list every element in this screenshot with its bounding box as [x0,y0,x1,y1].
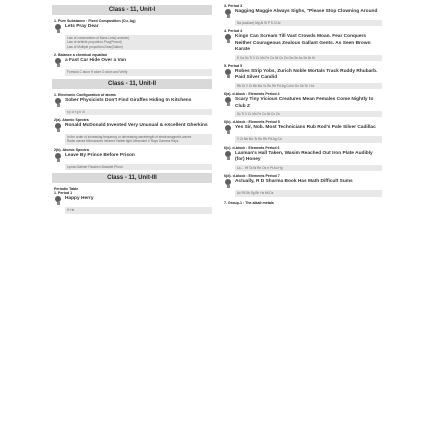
expansion-box: Ac Rf Db Sg Bh Hs Mt Ds [235,190,382,196]
mnemonic-item [222,146,382,171]
item-label: 2(b). Atomic Spectra [54,147,89,152]
item-label: 1. Pure Substance : Fixed Composition (Cu, Ag) [54,19,136,23]
expansion-box: Na (sodium) Mg Al Si P S Cl Ar [235,20,382,26]
lightbulb-icon [54,98,62,108]
mnemonic-text: Lets Pray Dear [65,24,99,29]
mnemonic-text: Scary Tiny Vicious Creatures Mean Females Come Nightly to Club Z [235,97,374,109]
item-label: 4. Period 4 [224,29,243,34]
item-label: 6(a). d-block : Elements Period 4 [224,92,280,97]
mnemonic-text: Ronald McDonald Invented Very Unusual & eXcellent Gherkins [65,123,208,129]
mnemonic-item [222,29,382,61]
unit-1-header: Class - 11, Unit-I [52,5,212,15]
expansion-box: Sc Ti V Cr Mn Fe Co Ni Cu Zn [235,111,382,117]
lightbulb-icon [54,196,62,206]
mnemonic-item [52,148,212,170]
item-label: 2(a). Atomic Spectra [54,118,89,123]
expansion-box: H He [65,207,212,213]
item-label: 6(d). d-block : Elements Period 7 [224,174,280,179]
mnemonic-text: Nagging Maggie Always Sighs, "Please Stop Clowning Around [235,9,378,14]
mnemonic-text: Robes Strip Yobs, Zurich Noble Mortals Track Ruddy Rhubarb. Paid Silver Candid [235,69,378,81]
mnemonic-item [222,120,382,142]
lightbulb-icon [54,153,62,163]
mnemonic-text: Yes Sir, Nob. Most Technicians Rub Rod's Pale Silver Cadillac [235,125,376,131]
mnemonic-item [52,19,212,50]
mnemonic-item [222,64,382,89]
lightbulb-icon [224,69,232,79]
item-label: 6(c). d-block : Elements Period 6 [224,145,280,150]
right-column [222,3,382,206]
lightbulb-icon [224,125,232,135]
mnemonic-text: Actually, R D Sharma Book Has Math Difficult Sums [235,179,353,185]
lightbulb-icon [224,179,232,189]
lightbulb-icon [54,123,62,133]
lightbulb-icon [224,9,232,19]
expansion-box: Law of conservation of Mass-Lets(Lavoisier) Law of definite proportion-Pray(Proust) Law of Multiple proportion-Dear(Dalton) [65,35,212,50]
mnemonic-item [52,93,212,115]
item-label: Periodic Table 1. Period 1 [54,187,79,196]
lightbulb-icon [54,24,62,34]
section-footer-label: 7. Group-1 : The alkali metals [224,200,274,205]
expansion-box: Lyman Balmer Paschen Brackett Pfund [65,164,212,170]
expansion-box: Rb Sr Y Zr Nb Mo Tc Ru Rh Pd Ag Cd In Sn Sb Te I Xe [235,83,382,89]
lightbulb-icon [54,58,62,68]
item-label: 1. Electronic Configuration of atoms [54,92,116,97]
left-column [52,3,212,217]
expansion-box: K Ca Sc Ti V Cr Mn Fe Co Ni Cu Zn Ga Ge As Se Br Kr [235,55,382,61]
mnemonic-text: Sober Physicists Don't Find Giraffes Hiding In Kitchens [65,97,192,103]
item-label: 3. Period 3 [224,4,243,8]
mnemonic-text: a Fast Car Hide Over a Van [65,58,127,64]
expansion-box: In the order of increasing frequency or decreasing wavelength of electromagnetic waves Radio waves Microwaves Infrared Visible light Ultraviolet X Rays Gamma Rays [65,134,212,145]
item-label: 2. Balance a chemical equation [54,53,108,58]
expansion-box: Y Zr Nb Mo Tc Ru Rh Pd Ag Cd [235,136,382,142]
mnemonic-text: Kings Can Scream Till Vast Crowds Moan. Fear Conquers Neither Courageous Zealous Gallant Gents. As Seen Brown Karate [235,34,371,53]
mnemonic-text: Leave By Prince Before Prison [65,152,135,158]
mnemonic-item [222,92,382,117]
lightbulb-icon [224,97,232,107]
unit-3-header: Class - 11, Unit-III [52,173,212,183]
mnemonic-item [52,118,212,145]
lightbulb-icon [224,151,232,161]
item-label: 6(b). d-block : Elements Period 5 [224,120,280,125]
mnemonic-item [52,187,212,213]
mnemonic-text: Laxman's Hall Taken, Wasim Reached Out Iron Plate Audibly (for) Honey [235,150,373,163]
mnemonic-text: Happy Herry [65,196,94,202]
expansion-box: La ... Hf Ta W Re Os Ir Pt Au Hg [235,165,382,171]
item-label: 5. Period 5 [224,64,243,69]
expansion-box: s p d f g h i k [65,109,212,115]
unit-2-header: Class - 11, Unit-II [52,79,212,89]
mnemonic-item [222,174,382,196]
lightbulb-icon [224,34,232,44]
mnemonic-item [52,53,212,75]
mnemonic-item [222,4,382,26]
expansion-box: Formula C atom H atom O atom and Verify [65,69,212,75]
